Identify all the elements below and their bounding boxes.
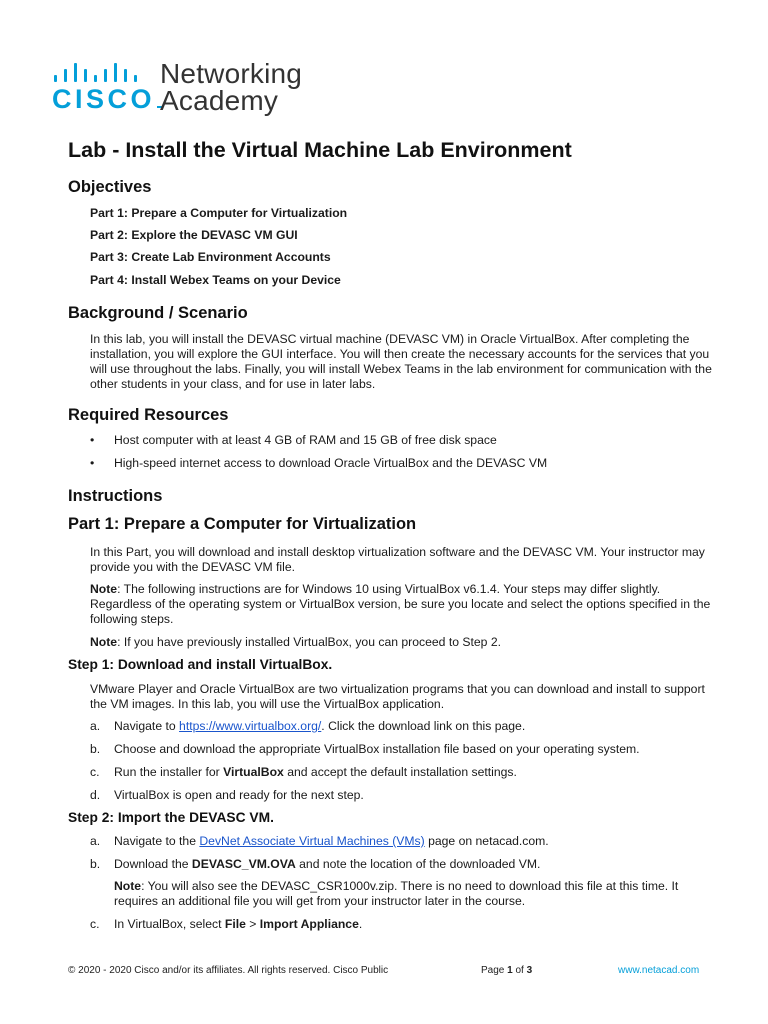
document-title: Lab - Install the Virtual Machine Lab Environment [68,138,572,162]
background-text: In this lab, you will install the DEVASC virtual machine (DEVASC VM) in Oracle VirtualBox. After completing the installation, you will explore the GUI interface. You will then create the necessary accounts for the services that you will use throughout the labs. Finally, you will install Webex Teams in the lab environment for communication with the other students in your class, and for use in later labs. [90,332,712,391]
cisco-networking-academy-logo [52,56,312,118]
cisco-bridge-icon [54,62,150,82]
bullet-icon: • [90,456,95,470]
part1-note2: Note: If you have previously installed VirtualBox, you can proceed to Step 2. [90,635,501,649]
background-heading: Background / Scenario [68,304,248,322]
objective-item: Part 1: Prepare a Computer for Virtualization [90,206,348,220]
instructions-heading: Instructions [68,487,163,505]
objective-item: Part 4: Install Webex Teams on your Device [90,273,341,287]
virtualbox-link[interactable]: https://www.virtualbox.org/ [179,719,322,733]
step1-intro: VMware Player and Oracle VirtualBox are two virtualization programs that you can download and install to support the VM images. In this lab, you will use the VirtualBox application. [90,682,705,711]
logo-academy: Academy [160,85,279,116]
netacad-link[interactable]: www.netacad.com [618,965,700,976]
footer-copyright: © 2020 - 2020 Cisco and/or its affiliates. All rights reserved. Cisco Public [68,965,389,976]
part1-intro: In this Part, you will download and install desktop virtualization software and the DEVASC VM. Your instructor may provide you with the DEVASC VM file. [90,545,705,574]
step2-note: Note: You will also see the DEVASC_CSR1000v.zip. There is no need to download this file at this time. It requires an additional file you will get from your instructor later in the course. [114,879,679,908]
resources-heading: Required Resources [68,406,229,424]
part1-heading: Part 1: Prepare a Computer for Virtualization [68,515,417,533]
part1-note1: Note: The following instructions are for Windows 10 using VirtualBox v6.1.4. Your steps may differ slightly. Regardless of the operating system or VirtualBox version, be sure you locate and select the options specified in the following steps. [90,582,711,626]
objective-item: Part 3: Create Lab Environment Accounts [90,250,331,264]
logo-networking: Networking [160,58,303,89]
cisco-wordmark: CISCO [52,86,162,113]
step2-heading: Step 2: Import the DEVASC VM. [68,810,274,825]
objectives-heading: Objectives [68,178,152,196]
devnet-vms-link[interactable]: DevNet Associate Virtual Machines (VMs) [199,834,425,848]
bullet-icon: • [90,433,95,447]
footer-page-number: Page 1 of 3 [481,965,533,976]
objective-item: Part 2: Explore the DEVASC VM GUI [90,228,298,242]
footer-website [618,965,699,976]
step1-heading: Step 1: Download and install VirtualBox. [68,657,333,672]
